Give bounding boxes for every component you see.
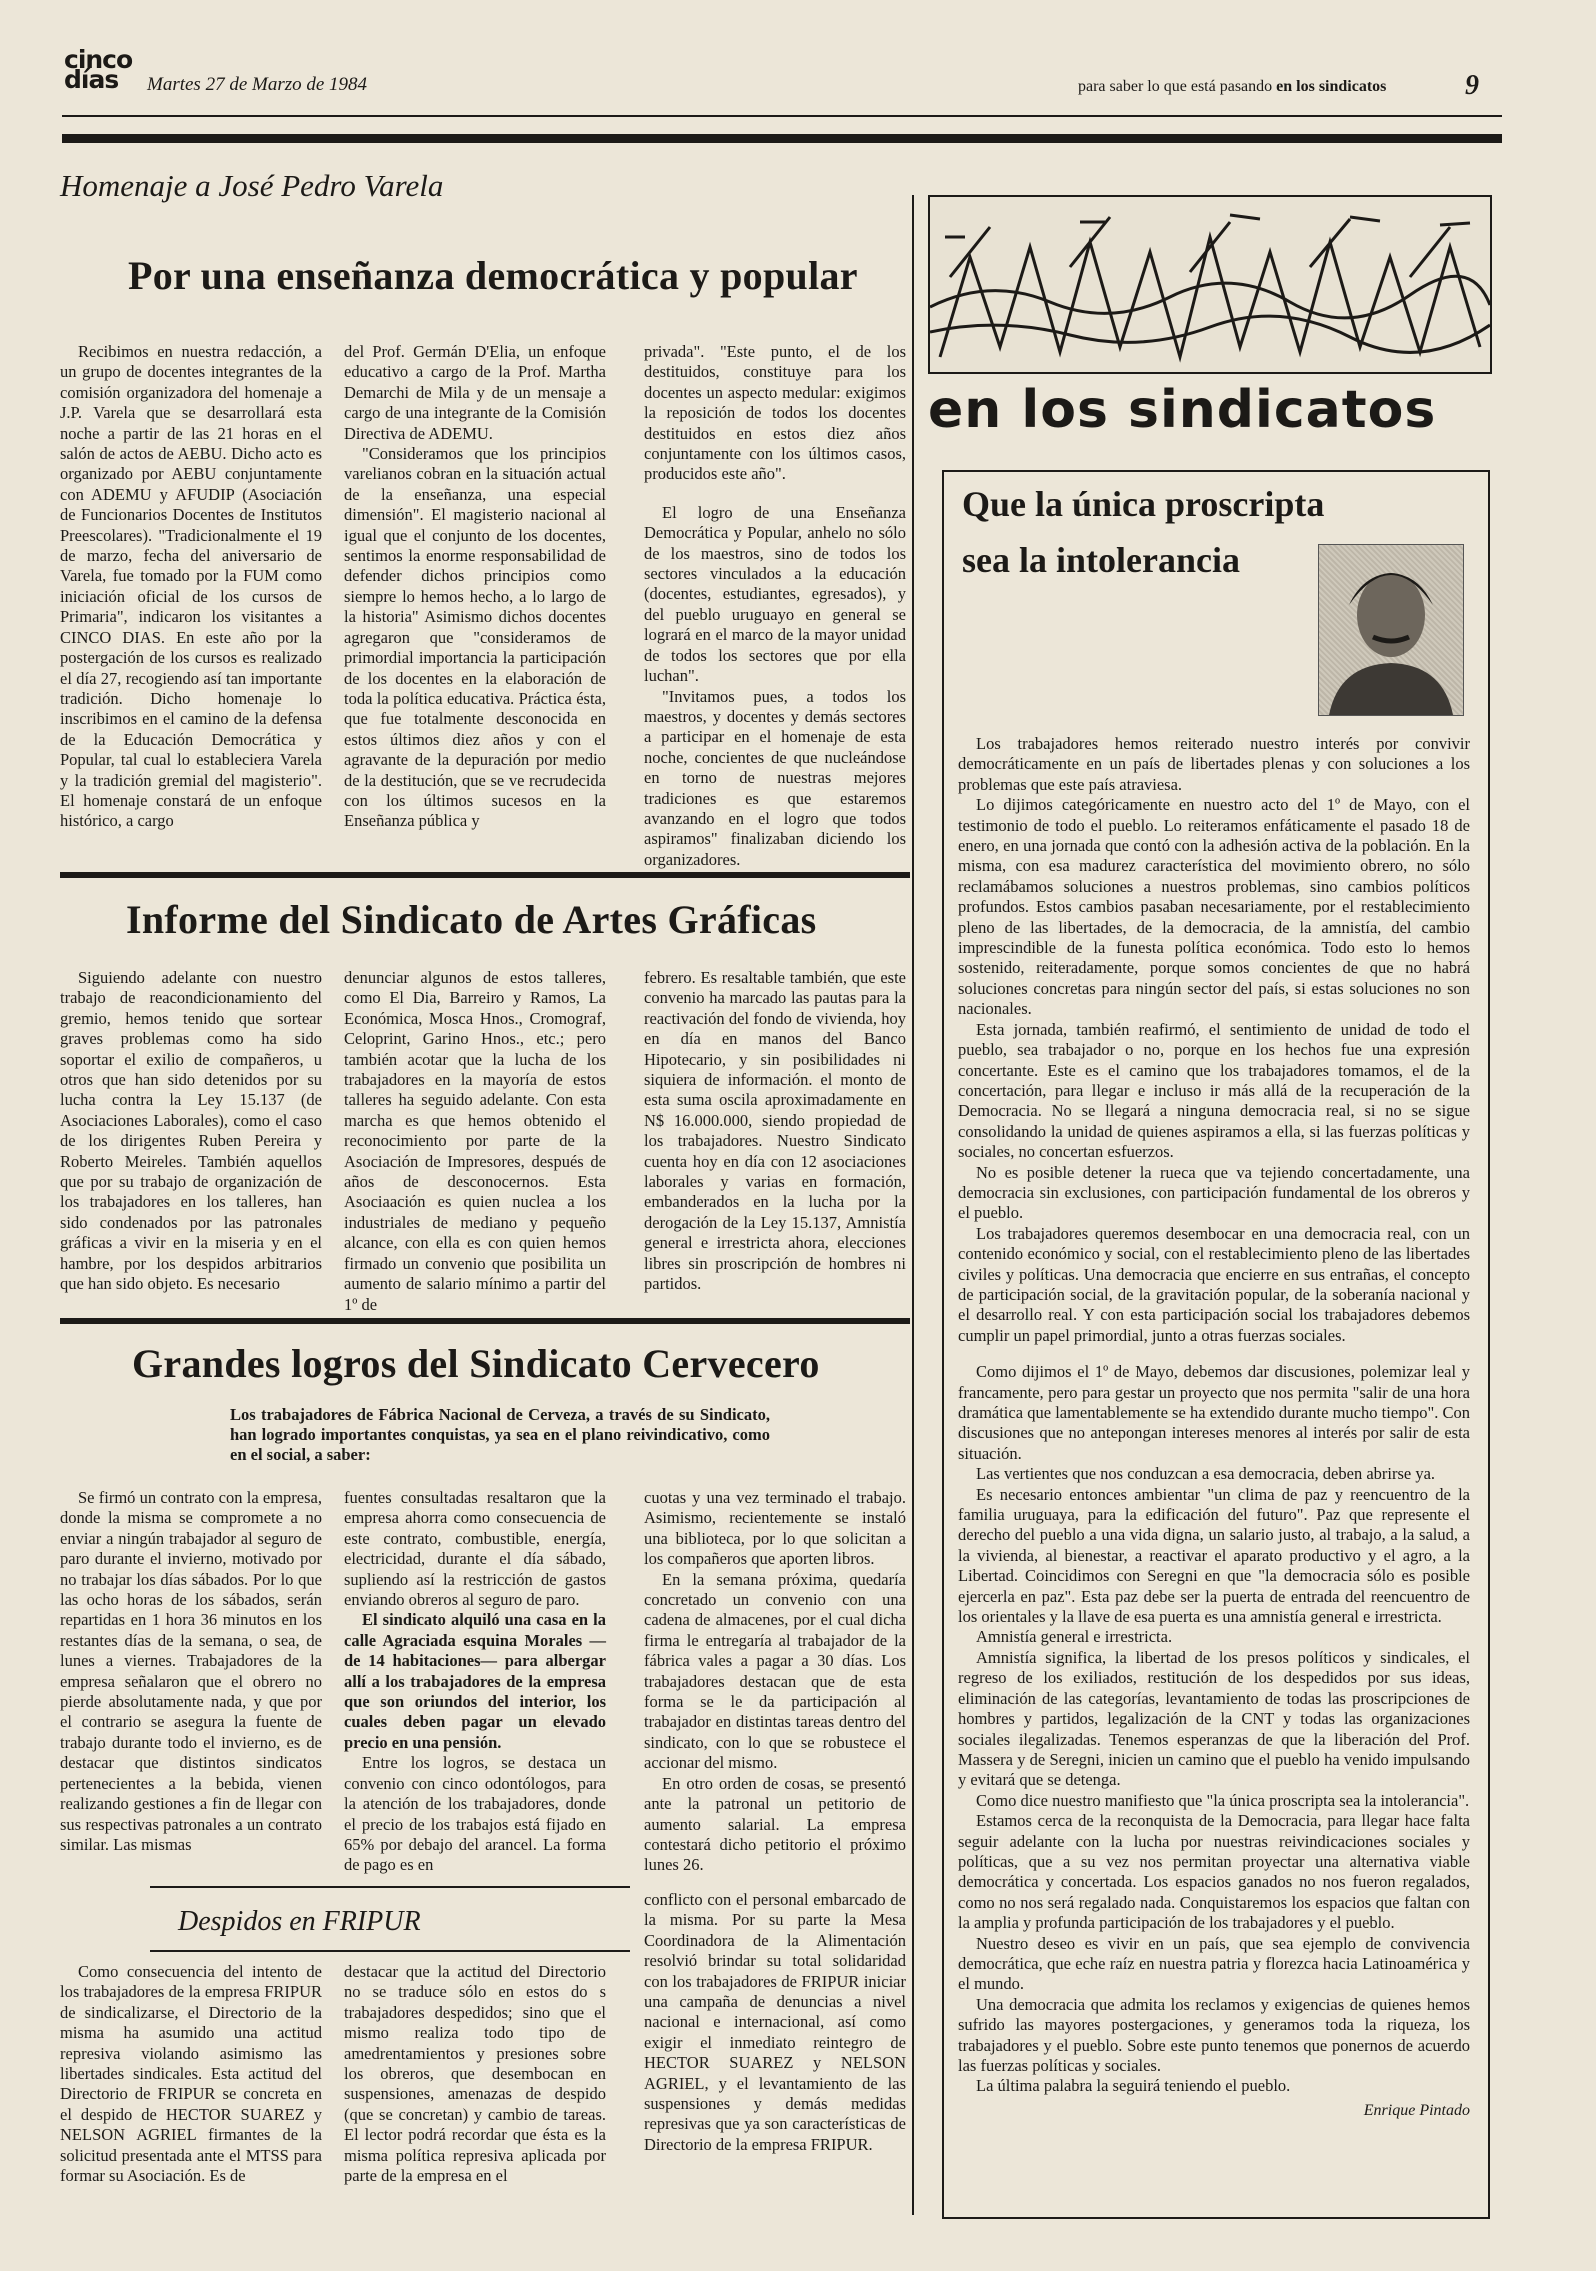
varela-col3-text-b: El logro de una Enseñanza Democrática y Popular, anhelo no sólo de los maestros, sino de todos los sectores vinculados a la educación (docentes, estudiantes, egresados), y del pueblo uruguayo en general se logrará en el marco de la mayor unidad de todos los sectores que por ella luchan". [644,502,906,686]
cervecero-column-2 [344,1488,606,1876]
top-thick-rule [62,134,1502,143]
artes-column-2 [344,968,606,1315]
varela-bottom-rule [60,872,910,878]
fripur-col1-text: Como consecuencia del intento de los trabajadores de la empresa FRIPUR de sindicalizarse, el Directorio de la misma ha asumido una actitud represiva violando asimismo las libertades sindicales. Esta actitud del Directorio de FRIPUR se concreta en el despido de HECTOR SUAREZ y NELSON AGRIEL firmantes de la solicitud presentada ante el MTSS para formar su Asociación. Es de [60,1962,322,2186]
varela-column-3 [644,342,906,870]
sidebar-paragraph-5: Los trabajadores queremos desembocar en una democracia real, con un contenido económico y social, con el restablecimiento pleno de las libertades civiles y políticas. Una democracia que encierre en sus entrañas, el concepto de participación social, de la gravitación popular, de la soberanía nacional y el desarrollo real. Y con esta participación social los trabajadores debemos cumplir un papel primordial, junto a otras fuerzas sociales. [958,1223,1470,1345]
masthead-logo: cinco días [64,45,133,94]
sidebar-signature: Enrique Pintado [1363,2101,1470,2119]
fripur-kicker: Despidos en FRIPUR [178,1906,421,1937]
sidebar-paragraph-2: Lo dijimos categóricamente en nuestro acto del 1º de Mayo, con el testimonio de todo el pueblo. Lo reiteramos enfáticamente el pasado 18 de enero, en una jornada que contó con la adhesión activa de la población. En la misma, con esa madurez característica del movimiento obrero, no sólo reclamábamos soluciones a nuestros problemas, sino cambios políticos profundos. Estos cambios pasaban necesariamente, por el restablecimiento pleno de las libertades, de la democracia, de la amnistía, del cambio imprescindible de la funesta política económica. Todo esto lo hemos sostenido, reiteradamente, porque somos concientes de que no habrá soluciones concretas para ningún sector del país, si estas soluciones no son nacionales. [958,795,1470,1019]
sidebar-paragraph-14: Una democracia que admita los reclamos y exigencias de quienes hemos sufrido las mayores postergaciones, y generamos toda la riqueza, los trabajadores y el pueblo. Sobre este punto tenemos que ponernos de acuerdo las fuerzas políticas y sociales. [958,1994,1470,2075]
sidebar-paragraph-1: Los trabajadores hemos reiterado nuestro interés por convivir democráticamente en un país de libertades plenas y con soluciones a los problemas que este país atraviesa. [958,734,1470,794]
column-divider [912,195,914,2215]
masthead-rule [62,115,1502,117]
fripur-col2-text: destacar que la actitud del Directorio no se traduce sólo en estos do s trabajadores despedidos; sino que el mismo realiza todo tipo de amedrentamientos y presiones sobre los obreros, que desembocan en suspensiones, amenazas de despido (que se concretan) y cambio de tareas. El lector podrá recordar que ésta es la misma política represiva aplicada por parte de la empresa en el [344,1962,606,2186]
issue-date: Martes 27 de Marzo de 1984 [147,74,368,95]
varela-kicker: Homenaje a José Pedro Varela [60,168,444,203]
varela-headline: Por una enseñanza democrática y popular [128,253,858,298]
section-header-prefix: para saber lo que está pasando [1078,78,1273,95]
section-header-bold: en los sindicatos [1276,78,1387,95]
cervecero-col3-text-c: En otro orden de cosas, se presentó ante la patronal un petitorio de aumento salarial. La empresa contestará dicho petitorio el próximo lunes 26. [644,1773,906,1875]
fripur-column-3 [644,1890,906,2155]
artes-headline: Informe del Sindicato de Artes Gráficas [126,897,817,942]
section-header [1078,78,1386,96]
varela-col2-text-a: del Prof. Germán D'Elia, un enfoque educativo a cargo de la Prof. Martha Demarchi de Mila y de un mensaje a cargo de una integrante de la Comisión Directiva de ADEMU. [344,342,606,443]
sidebar-paragraph-11: Como dice nuestro manifiesto que "la única proscripta sea la intolerancia". [976,1790,1470,1810]
varela-column-1 [60,342,322,832]
sidebar-paragraph-7: Las vertientes que nos conduzcan a esa democracia, deben abrirse ya. [976,1464,1436,1484]
varela-col1-text: Recibimos en nuestra redacción, a un grupo de docentes integrantes de la comisión organizadora del homenaje a J.P. Varela que se desarrollará esta noche a partir de las 21 horas en el salón de actos de AEBU. Dicho acto es organizado por AEBU conjuntamente con ADEMU y AFUDIP (Asociación de Funcionarios Docentes de Institutos Preescolares). "Tradicionalmente el 19 de marzo, fecha del aniversario de Varela, fue tomado por la FUM como iniciación oficial de los cursos de Primaria", indicaron los visitantes a CINCO DIAS. En este año por la postergación de los cursos es realizado el día 27, recogiendo así tan importante tradición. Dicho homenaje lo inscribimos en el camino de la defensa de la Educación Democrática y Popular, tal cual lo estableciera Varela y la tradición gremial del magisterio". El homenaje constará de un enfoque histórico, a cargo [60,342,322,831]
sidebar-paragraph-10: Amnistía significa, la libertad de los presos políticos y sindicales, el regreso de los exiliados, restitución de los despedidos por sus ideas, eliminación de las categorías, levantamiento de todas las proscripciones de hombres y partidos, legalización de la CNT y todas las organizaciones sociales ilegalizadas. Tenemos esperanzas de que la liberación del Prof. Massera y de Seregni, inicien un camino que el pueblo ha venido impulsando y evitará que se detenga. [958,1647,1470,1790]
varela-column-2 [344,342,606,832]
varela-col3-text-a: privada". "Este punto, el de los destituidos, constituye para los docentes un aspecto medular: exigimos la reposición de todos los docentes destituidos en estos diez años conjuntamente con los últimos casos, producidos este año". [644,342,906,484]
portrait-icon [1319,545,1463,715]
sidebar-box-title-1: Que la única proscripta [962,484,1325,524]
sidebar-box-title-2: sea la intolerancia [962,540,1240,580]
cervecero-col3-text-a: cuotas y una vez terminado el trabajo. Asimismo, recientemente se instaló una biblioteca, por lo que solicitan a los compañeros que aporten libros. [644,1488,906,1569]
artes-col2-text: denunciar algunos de estos talleres, como El Dia, Barreiro y Ramos, La Económica, Mosca Hnos., Cromograf, Celoprint, Garino Hnos., etc.; pero también acotar que la lucha de los trabajadores en la mayoría de estos talleres ha seguido adelante. Con esta marcha es que hemos obtenido el reconocimiento por parte de la Asociación de Impresores, después de años de desconocernos. Esta Asociaación es quien nuclea a los industriales de mediano y pequeño alcance, con ella es con quien hemos firmado un convenio que posibilita un aumento de salario mínimo a partir del 1º de [344,968,606,1314]
cervecero-column-1 [60,1488,322,1855]
cervecero-column-3 [644,1488,906,1876]
artes-col1-text: Siguiendo adelante con nuestro trabajo de reacondicionamiento del gremio, hemos tenido que sortear graves problemas como ha sido soportar el exilio de compañeros, u otros que han sido detenidos por su lucha contra la Ley 15.137 (de Asociaciones Laborales), como el caso de los dirigentes Ruben Pereira y Roberto Meireles. También aquellos que por su trabajo de organización de los trabajadores en los talleres, han sido condenados por las patronales gráficas a vivir en la miseria y en el hambre, por los despidos arbitrarios que han sido objeto. Es necesario [60,968,322,1294]
sidebar-section-title: en los sindicatos [928,380,1437,440]
fripur-column-1 [60,1962,322,2186]
artes-bottom-rule [60,1318,910,1324]
artes-column-3 [644,968,906,1295]
crowd-illustration [930,197,1490,372]
cervecero-col2-text-c: Entre los logros, se destaca un convenio con cinco odontólogos, para la atención de los trabajadores, donde el precio de los trabajos está fijado en 65% por debajo del arancel. La forma de pago es en [344,1753,606,1875]
cervecero-col1-text: Se firmó un contrato con la empresa, donde la misma se compromete a no enviar a ningún trabajador al seguro de paro durante el invierno, motivado por no trabajar los días sábados. Por lo que las ocho horas de los sábados, serán repartidas en 1 hora 36 minutos en los restantes días de la semana, o sea, de lunes a viernes. Trabajadores de la empresa señalaron que el obrero no pierde absolutamente nada, y que por el contrario se asegura la fuente de trabajo durante todo el invierno, es de destacar que distintos sindicatos pertenecientes a la bebida, vienen realizando gestiones a fin de llegar con sus respectivas patronales a un contrato similar. Las mismas [60,1488,322,1854]
sidebar-paragraph-13: Nuestro deseo es vivir en un país, que sea ejemplo de convivencia democrática, que eche raíz en nuestra patria y florezca hacia Latinoamérica y el mundo. [958,1933,1470,1994]
artes-col3-text: febrero. Es resaltable también, que este convenio ha marcado las pautas para la reactivación del fondo de vivienda, hoy en día en manos del Banco Hipotecario, y sin posibilidades ni siquiera de información. el monto de esta suma oscila aproximadamente en N$ 16.000.000, siendo propiedad de los trabajadores. Nuestro Sindicato cuenta hoy en día con 12 asociaciones laborales y varias en formación, embanderados en la lucha por la derogación de la Ley 15.137, Amnistía general e irrestricta ahora, elecciones libres sin proscripción de hombres ni partidos. [644,968,906,1294]
cervecero-lead: Los trabajadores de Fábrica Nacional de Cerveza, a través de su Sindicato, han logrado importantes conquistas, ya sea en el plano reivindicativo, como en el social, a saber: [230,1405,770,1464]
sidebar-paragraph-15: La última palabra la seguirá teniendo el pueblo. [976,2076,1291,2096]
sidebar-paragraph-4: No es posible detener la rueca que va tejiendo concertadamente, una democracia sin exclusiones, con participación fundamental de los obreros y el pueblo. [958,1162,1470,1223]
sidebar-column [958,734,1470,2121]
fripur-title-rule [150,1950,630,1952]
fripur-top-rule [150,1886,630,1888]
sidebar-paragraph-12: Estamos cerca de la reconquista de la Democracia, para llegar hace falta seguir adelante con la lucha por nuestras reivindicaciones sociales y políticas, que a su vez nos permitan proyectar una alternativa viable democrática y concertada. Los espacios ganados no nos fueron regalados, como no nos será regalado nada. Conquistaremos los espacios que faltan con la amplia y profunda participación de los trabajadores y el pueblo. [958,1811,1470,1933]
artes-column-1 [60,968,322,1295]
cervecero-col2-text-b: El sindicato alquiló una casa en la calle Agraciada esquina Morales —de 14 habitaciones— para albergar allí a los trabajadores de la empresa que son oriundos del interior, los cuales deben pagar un elevado precio en una pensión. [344,1610,606,1752]
cervecero-col3-text-b: En la semana próxima, quedaría concretado un convenio con una cadena de almacenes, por el cual dicha firma le entregaría al trabajador de la fábrica vales a pagar a 30 días. Los trabajadores destacan que de esta forma se le da participación al trabajador en distintas tareas dentro del sindicato, con lo que se robustece el accionar del mismo. [644,1569,906,1773]
sidebar-paragraph-8: Es necesario entonces ambientar "un clima de paz y reencuentro de la familia uruguaya, para la edificación del futuro". Paz que represente el derecho del pueblo a una vida digna, un salario justo, al trabajo, a la salud, a la vivienda, al bienestar, a reactivar el aparato productivo y el agro, a la Libertad. Coincidimos con Seregni en que "la democracia sólo es posible ejercerla en paz". Esta paz debe ser la puerta de entrada del reencuentro de los orientales y la llave de esa puerta es una amnistía general e irrestricta. [958,1484,1470,1627]
varela-col2-text-b: "Consideramos que los principios varelianos cobran en la situación actual de la enseñanza, una especial dimensión". El magisterio nacional al igual que el conjunto de los docentes, sentimos la enorme responsabilidad de defender dichos principios como siempre lo hemos hecho, a lo largo de la historia" Asimismo dichos docentes agregaron que "consideramos de primordial importancia la participación de los docentes en la elaboración de toda la política educativa. Práctica ésta, que fue totalmente desconocida en estos últimos diez años y con el agravante de la depuración por medio de la destitución, que se ve recrudecida con los últimos sucesos en la Enseñanza pública y [344,444,606,831]
cervecero-headline: Grandes logros del Sindicato Cervecero [132,1341,820,1386]
varela-col3-text-c: "Invitamos pues, a todos los maestros, y docentes y demás sectores a participar en el homenaje de esta noche, concientes de que nucleándose en torno de nuestras mejores tradiciones es que estaremos avanzando en el logro que todos aspiramos" finalizaban diciendo los organizadores. [644,686,906,869]
sidebar-paragraph-9: Amnistía general e irrestricta. [976,1627,1173,1647]
page-number: 9 [1465,70,1479,101]
sidebar-paragraph-6: Como dijimos el 1º de Mayo, debemos dar discusiones, polemizar leal y francamente, pero para gestar un proyecto que nos permita "salir de una hora dramática que lamentablemente se ha extendido durante mucho tiempo". Con discusiones que no antepongan intereses menores al interés por salir de esta situación. [958,1362,1470,1463]
header-illustration [928,195,1492,374]
fripur-column-2 [344,1962,606,2186]
cervecero-col2-text-a: fuentes consultadas resaltaron que la empresa ahorra como consecuencia de este contrato, combustible, energía, electricidad, durante el día sábado, supliendo así la restricción de gastos enviando obreros al seguro de paro. [344,1488,606,1610]
fripur-col3-text: conflicto con el personal embarcado de la misma. Por su parte la Mesa Coordinadora de la Alimentación resolvió brindar su total solidaridad con los trabajadores de FRIPUR iniciar una campaña de denuncias a nivel nacional e internacional, así como exigir el inmediato reintegro de HECTOR SUAREZ y NELSON AGRIEL, y el levantamiento de las suspensiones y demás medidas represivas que ya son características de Directorio de la empresa FRIPUR. [644,1890,906,2154]
author-photo [1318,544,1464,716]
sidebar-paragraph-3: Esta jornada, también reafirmó, el sentimiento de unidad de todo el pueblo, sea trabajador o no, porque en los hechos fue una expresión concertante. Este es el camino que los trabajadores tomamos, el de la concertación, para llegar e incluso ir más allá de la recuperación de la Democracia. No se llegará a ninguna democracia real, si no se sigue consolidando la unidad de quienes aspiramos a ella, si las fuerzas políticas y sociales, no concertan esfuerzos. [958,1019,1470,1162]
